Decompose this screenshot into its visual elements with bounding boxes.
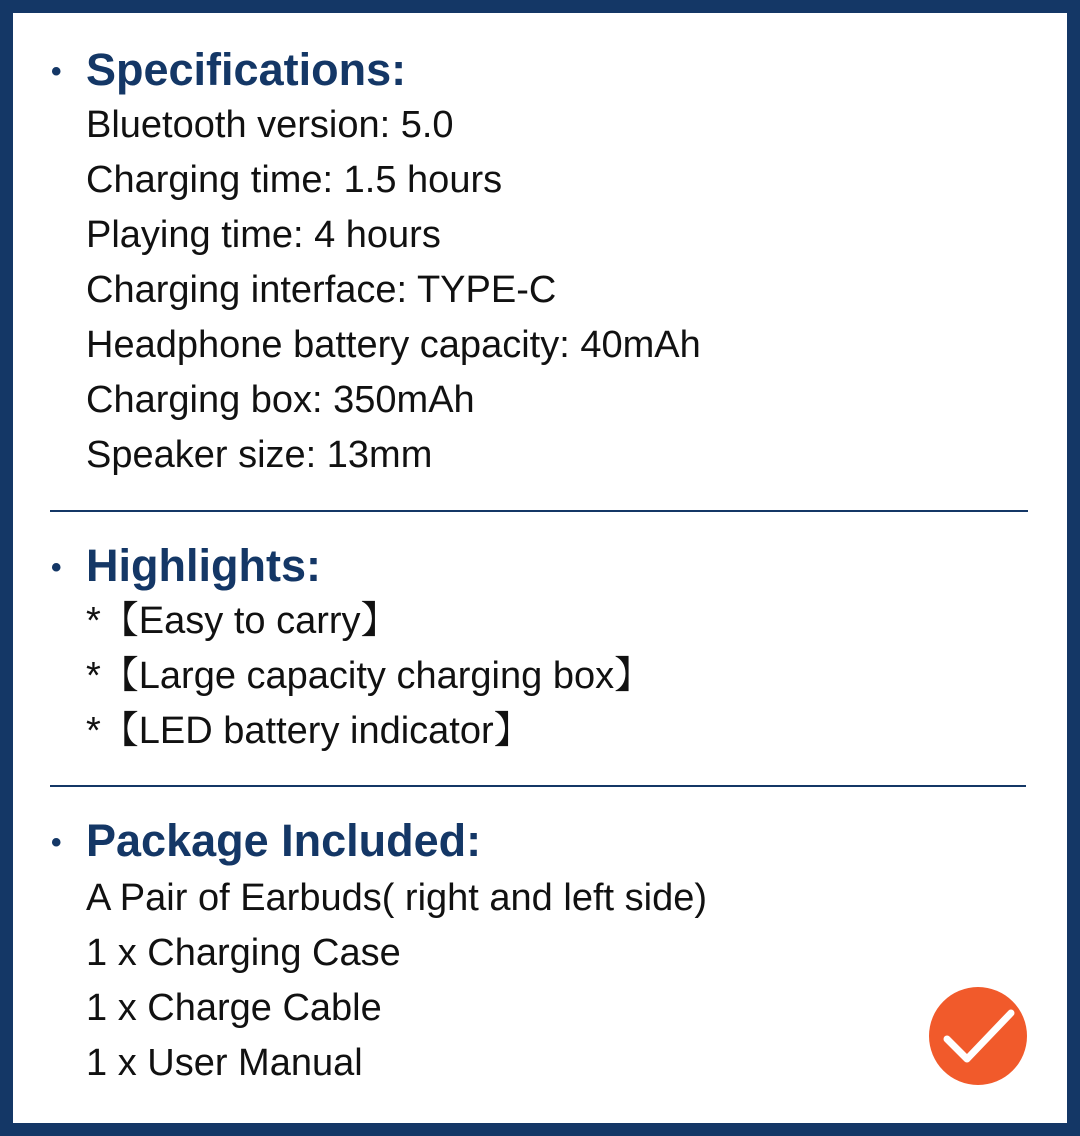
highlight-item: *【LED battery indicator】	[86, 710, 532, 752]
package-item: 1 x User Manual	[86, 1042, 363, 1084]
checkmark-badge	[929, 987, 1027, 1085]
spec-item: Speaker size: 13mm	[86, 434, 433, 476]
checkmark-icon	[929, 987, 1027, 1085]
bullet-icon: •	[51, 551, 62, 584]
package-item: 1 x Charging Case	[86, 932, 401, 974]
specifications-title: Specifications:	[86, 44, 407, 95]
section-divider	[50, 510, 1028, 512]
spec-item: Bluetooth version: 5.0	[86, 104, 454, 146]
bullet-icon: •	[51, 55, 62, 88]
spec-item: Charging box: 350mAh	[86, 379, 475, 421]
spec-item: Playing time: 4 hours	[86, 214, 441, 256]
package-title: Package Included:	[86, 815, 482, 866]
spec-item: Charging time: 1.5 hours	[86, 159, 503, 201]
spec-item: Headphone battery capacity: 40mAh	[86, 324, 701, 366]
spec-item: Charging interface: TYPE-C	[86, 269, 557, 311]
package-item: 1 x Charge Cable	[86, 987, 382, 1029]
package-list	[86, 871, 707, 1091]
bullet-icon: •	[51, 826, 62, 859]
package-item: A Pair of Earbuds( right and left side)	[86, 877, 707, 919]
highlight-item: *【Large capacity charging box】	[86, 655, 653, 697]
highlights-list	[86, 594, 652, 759]
highlight-item: *【Easy to carry】	[86, 600, 399, 642]
highlights-title: Highlights:	[86, 540, 321, 591]
specifications-list	[86, 98, 701, 483]
section-divider	[50, 785, 1026, 787]
